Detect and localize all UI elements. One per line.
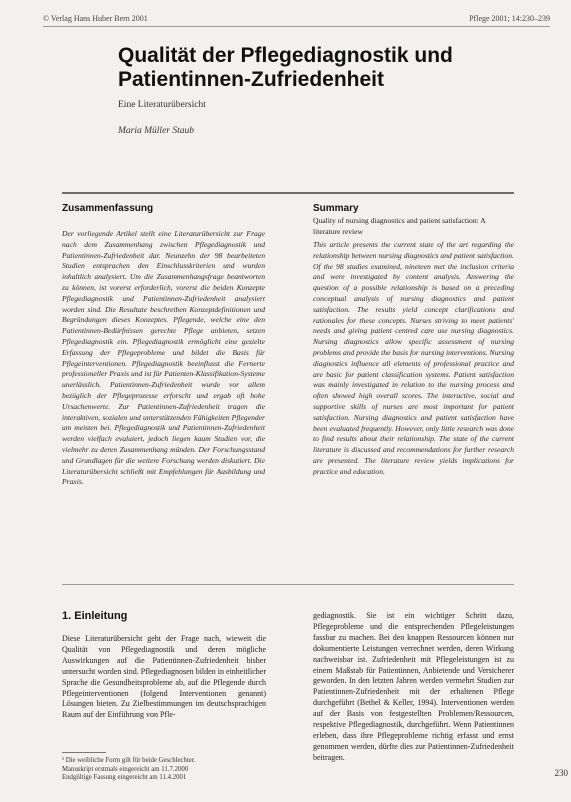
abstract-en-heading: Summary: [313, 203, 359, 214]
footnote-line-2: Manuskript erstmals eingereicht am 11.7.2000: [62, 765, 189, 773]
abstract-bottom-rule: [62, 584, 514, 585]
footnote: [62, 757, 262, 783]
page-number: 230: [554, 768, 568, 778]
section-heading: 1. Einleitung: [62, 610, 128, 622]
article-subtitle: Eine Literaturübersicht: [118, 100, 206, 110]
running-header-right: Pflege 2001; 14:230–239: [469, 14, 550, 23]
footnote-rule: [62, 752, 106, 753]
header-rule: [43, 26, 550, 27]
abstract-en-title: Quality of nursing diagnostics and patient satisfaction: A literature review: [313, 216, 486, 236]
abstract-en-text: This article presents the current state of the art regarding the relationship between nursing diagnostics and patient satisfaction. Of the 98 studies examined, nineteen met the inclusion criteria and were investigated by content analysis. Answering the question of a possible relationship is based on a preceding conceptual analysis of nursing diagnostics and patient satisfaction. The results yield concept clarifications and rationales for these concepts. Nurses striving to meet patients' needs and giving patient centred care use nursing diagnostics. Nursing diagnostics allow specific assessment of nursing problems and provide the basis for nursing interventions. Nursing diagnostics influence all elements of professional practice and are basic for patient classification systems. Patient satisfaction was mainly investigated in relation to the nursing process and often showed high overall scores. The interactive, social and supportive skills of nurses are most important for patient satisfaction. Nursing diagnostics and patient satisfaction have been evaluated frequently. However, only little research was done to find results about their relationship. The state of the current literature is discussed and recommendations for further research are presented. The literature review yields implications for practice and education.: [313, 240, 514, 476]
running-header-left: © Verlag Hans Huber Bern 2001: [43, 14, 148, 23]
footnote-line-1: ¹ Die weibliche Form gilt für beide Geschlechter.: [62, 757, 196, 764]
footnote-line-3: Endgültige Fassung eingereicht am 11.4.2001: [62, 774, 187, 782]
abstract-de-heading: Zusammenfassung: [62, 203, 154, 214]
article-author: Maria Müller Staub: [118, 126, 194, 136]
article-title: Qualität der Pflegediagnostik und Patientinnen-Zufriedenheit: [118, 44, 453, 91]
section-text-right: gediagnostik. Sie ist ein wichtiger Schritt dazu, Pflegeprobleme und die entsprechenden Pflegeleistungen fassbar zu machen. Bei den knappen Ressourcen können nur dokumentierte Leistungen verrechnet werden, deren Wirkung nachweisbar ist. Zufriedenheit mit Pflegeleistungen ist zu einem Maßstab für Patientinnen, Anbietende und Versicherer geworden. In den letzten Jahren werden vermehrt Studien zur Patientinnen-Zufriedenheit mit der erhaltenen Pflege durchgeführt (Bethel & Keller, 1994). Interventionen werden auf der Basis von festgestellten Problemen/Ressourcen, respektive Pflegediagnostik, durchgeführt. Wenn Patientinnen erleben, dass ihre Pflegeprobleme richtig erfasst und ernst genommen werden, dürfte dies zur Patientinnen-Zufriedenheit beitragen.: [313, 611, 514, 762]
abstract-top-rule: [62, 192, 514, 194]
abstract-de-text: Der vorliegende Artikel stellt eine Literaturübersicht zur Frage nach dem Zusammenhang zwischen Pflegediagnostik und Patientinnen-Zufriedenheit dar. Neunzehn der 98 bearbeiteten Studien entsprachen den Einschlusskriterien und wurden inhaltlich analysiert. Um die Zusammenhangsfrage beantworten zu können, ist vorerst erforderlich, vorerst die beiden Konzepte Pflegediagnostik und Patientinnen-Zufriedenheit analysiert worden sind. Die Resultate beschreiben Konzeptdefinitionen und Begründungen dieses Konzeptes. Pflegende, welche eine den Patientinnen-Bedürfnissen gerechte Pflege anbieten, setzen Pflegediagnostik ein. Pflegediagnostik ermöglicht eine gezielte Erfassung der Pflegeprobleme und bildet die Basis für Pflegeinterventionen. Pflegediagnostik beeinflusst die Fernerte professioneller Praxis und ist für Patienten-Klassifikation-Systeme unerlässlich. Patientinnen-Zufriedenheit wurde vor allem bezüglich der Pflegeprozesse erforscht und ergab oft hohe Ursachenwerte. Zur Patientinnen-Zufriedenheit tragen die interaktiven, sozialen und unterstützenden Fähigkeiten Pflegender am meisten bei. Pflegediagnostik und Patientinnen-Zufriedenheit werden vielfach evaluiert, jedoch liegen kaum Studien vor, die vielmehr zu deren Zusammenhang münden. Der Forschungsstand und Grundlagen für die weitere Forschung werden diskutiert. Die Literaturübersicht schließt mit Empfehlungen für Ausbildung und Praxis.: [62, 229, 265, 487]
section-text-left: Diese Literaturübersicht geht der Frage nach, wieweit die Qualität von Pflegediagnostik und deren mögliche Auswirkungen auf die Patientinnen-Zufriedenheit bisher untersucht worden sind. Pflegediagnosen bilden in einheitlicher Sprache die Gesundheitsprobleme ab, auf die Pflegende durch Pflegeinterventionen (folgend Interventionen genannt) Lösungen bieten. Zu Zielbestimmungen im deutschsprachigen Raum auf der Einführung von Pfle-: [62, 634, 266, 720]
